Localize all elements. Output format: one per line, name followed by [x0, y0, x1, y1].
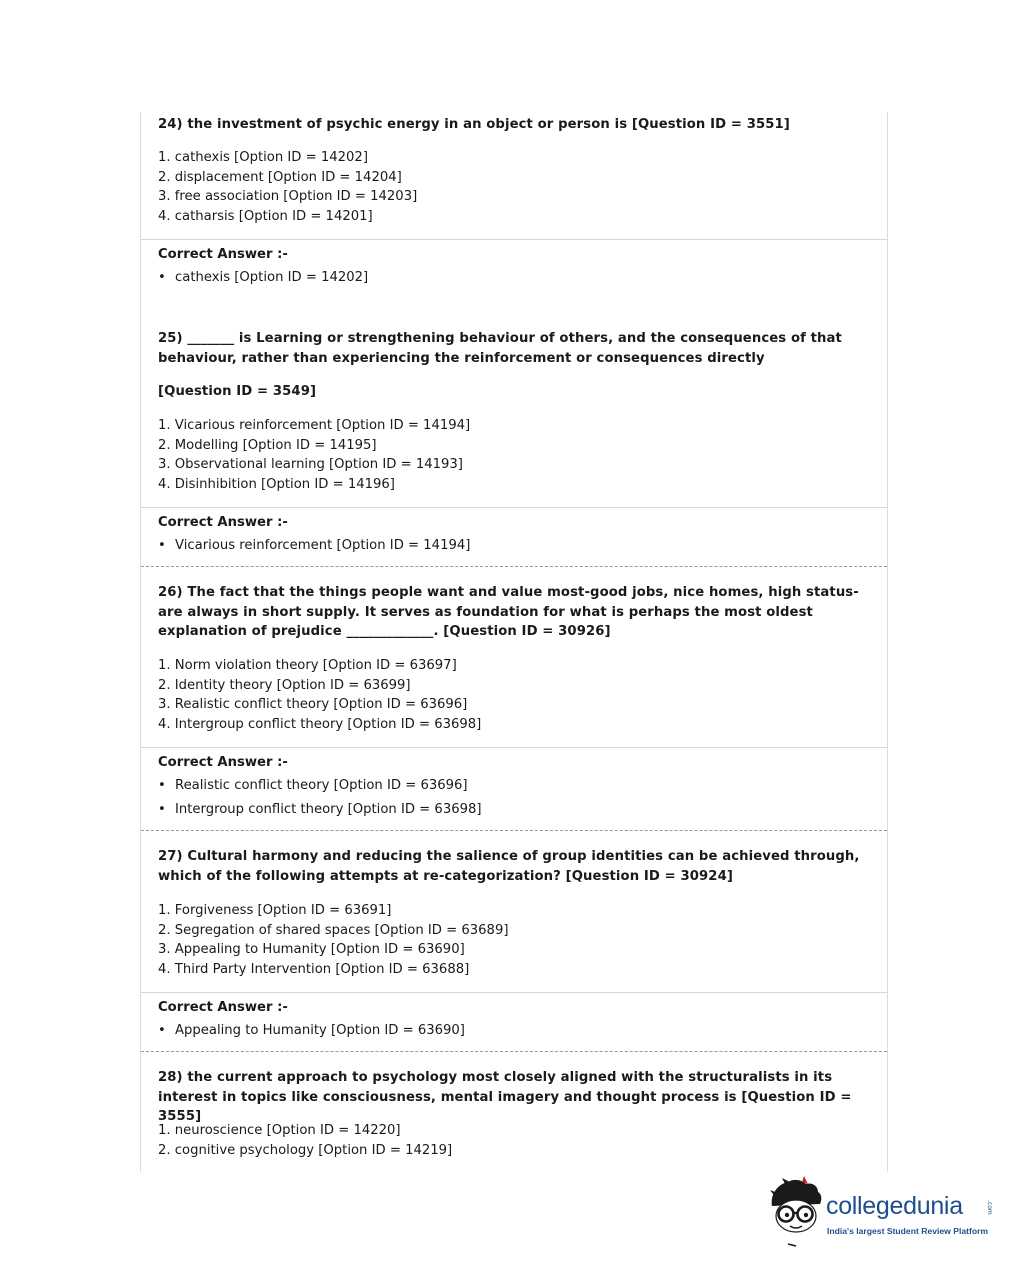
mascot-icon	[766, 1176, 828, 1248]
question-26-text: 26) The fact that the things people want and value most-good jobs, nice homes, high status-are always in short supply. It serves as foundation for what is perhaps the most oldest explanation of prejudice _____________. [Question ID = 30926]	[158, 585, 859, 640]
correct-answer: • Vicarious reinforcement [Option ID = 14194]	[158, 534, 470, 558]
question-25-id: [Question ID = 3549]	[158, 384, 317, 399]
question-26-options	[158, 656, 481, 734]
correct-answer: • Realistic conflict theory [Option ID = 63696]	[158, 774, 482, 798]
question-27-text: 27) Cultural harmony and reducing the salience of group identities can be achieved through, which of the following attempts at re-categorization? [Question ID = 30924]	[158, 849, 860, 884]
correct-answer-title: Correct Answer :-	[158, 515, 288, 530]
correct-answer: • Appealing to Humanity [Option ID = 63690]	[158, 1019, 465, 1043]
option: 2. displacement [Option ID = 14204]	[158, 169, 402, 185]
question-25-text: 25) _______ is Learning or strengthening behaviour of others, and the consequences of that behaviour, rather than experiencing the reinforcement or consequences directly	[158, 331, 842, 366]
correct-answer-title: Correct Answer :-	[158, 755, 288, 770]
question-25-options	[158, 416, 470, 494]
option: 4. Disinhibition [Option ID = 14196]	[158, 476, 395, 492]
divider	[141, 239, 887, 240]
question-28-options	[158, 1121, 452, 1160]
option: 3. free association [Option ID = 14203]	[158, 189, 418, 205]
divider	[141, 992, 887, 993]
option: 1. Forgiveness [Option ID = 63691]	[158, 903, 392, 918]
option: 1. cathexis [Option ID = 14202]	[158, 150, 368, 165]
correct-answer-title: Correct Answer :-	[158, 247, 288, 262]
option: 4. Intergroup conflict theory [Option ID = 63698]	[158, 716, 482, 732]
divider	[141, 507, 887, 508]
question-28-text: 28) the current approach to psychology most closely aligned with the structuralists in its interest in topics like consciousness, mental imagery and thought process is [Question ID = 3555]	[158, 1070, 852, 1125]
option: 1. Vicarious reinforcement [Option ID = 14194]	[158, 418, 471, 433]
correct-answer: • Intergroup conflict theory [Option ID = 63698]	[158, 798, 482, 822]
brand-tld: .com	[986, 1200, 993, 1215]
correct-answer-list	[158, 534, 470, 558]
brand-name: collegedunia	[826, 1192, 963, 1220]
question-separator	[141, 1051, 887, 1052]
option: 3. Appealing to Humanity [Option ID = 63690]	[158, 942, 465, 958]
correct-answer-list	[158, 266, 368, 290]
option: 2. cognitive psychology [Option ID = 14219]	[158, 1142, 453, 1158]
option: 2. Segregation of shared spaces [Option ID = 63689]	[158, 922, 509, 938]
correct-answer-list	[158, 1019, 465, 1043]
option: 2. Identity theory [Option ID = 63699]	[158, 677, 411, 693]
brand-tagline: India's largest Student Review Platform	[827, 1226, 989, 1236]
question-separator	[141, 566, 887, 567]
question-paper	[140, 112, 888, 1172]
correct-answer: • cathexis [Option ID = 14202]	[158, 266, 368, 290]
option: 3. Observational learning [Option ID = 14193]	[158, 457, 463, 473]
correct-answer-title: Correct Answer :-	[158, 1000, 288, 1015]
option: 1. Norm violation theory [Option ID = 63697]	[158, 658, 457, 673]
divider	[141, 747, 887, 748]
question-27-options	[158, 901, 508, 979]
option: 1. neuroscience [Option ID = 14220]	[158, 1123, 401, 1138]
question-24-options	[158, 148, 417, 226]
option: 2. Modelling [Option ID = 14195]	[158, 437, 377, 453]
option: 4. Third Party Intervention [Option ID = 63688]	[158, 961, 470, 977]
option: 4. catharsis [Option ID = 14201]	[158, 208, 373, 224]
question-24-text: 24) the investment of psychic energy in an object or person is [Question ID = 3551]	[158, 117, 790, 132]
option: 3. Realistic conflict theory [Option ID = 63696]	[158, 697, 468, 713]
question-separator	[141, 830, 887, 831]
collegedunia-logo	[766, 1176, 994, 1248]
correct-answer-list	[158, 774, 482, 822]
